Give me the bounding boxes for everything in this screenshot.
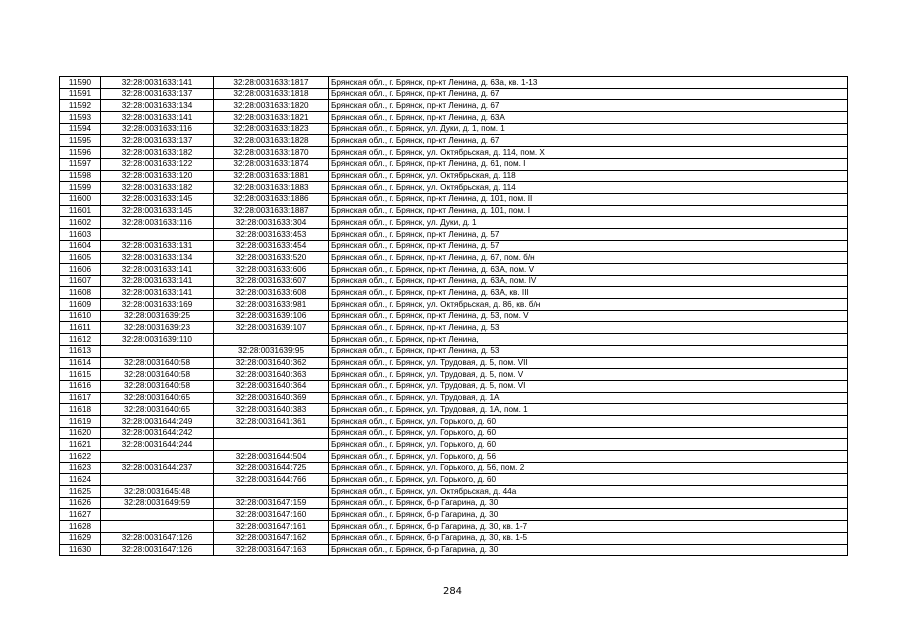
table-row [60,264,848,276]
table-row [60,509,848,521]
object-cadastral-number-cell: 32:28:0031641:361 [214,415,329,427]
row-number-cell: 11609 [60,299,101,311]
table-row [60,392,848,404]
parcel-cadastral-number-cell: 32:28:0031633:141 [101,264,214,276]
table-row [60,228,848,240]
address-cell: Брянская обл., г. Брянск, пр-кт Ленина, д. 67 [329,100,848,112]
table-row [60,217,848,229]
parcel-cadastral-number-cell: 32:28:0031633:141 [101,112,214,124]
parcel-cadastral-number-cell: 32:28:0031633:137 [101,88,214,100]
object-cadastral-number-cell: 32:28:0031644:766 [214,474,329,486]
address-cell: Брянская обл., г. Брянск, ул. Трудовая, д. 5, пом. VI [329,380,848,392]
parcel-cadastral-number-cell: 32:28:0031640:58 [101,369,214,381]
row-number-cell: 11613 [60,345,101,357]
address-cell: Брянская обл., г. Брянск, ул. Трудовая, д. 5, пом. V [329,369,848,381]
table-row [60,521,848,533]
page-number: 284 [442,586,463,597]
address-cell: Брянская обл., г. Брянск, ул. Октябрьская, д. 44а [329,486,848,498]
address-cell: Брянская обл., г. Брянск, пр-кт Ленина, д. 63а, кв. 1-13 [329,77,848,89]
object-cadastral-number-cell [214,486,329,498]
table-row [60,287,848,299]
table-body [60,77,848,556]
address-cell: Брянская обл., г. Брянск, пр-кт Ленина, д. 57 [329,240,848,252]
parcel-cadastral-number-cell: 32:28:0031645:48 [101,486,214,498]
address-cell: Брянская обл., г. Брянск, ул. Октябрьская, д. 86, кв. б/н [329,299,848,311]
table-row [60,451,848,463]
address-cell: Брянская обл., г. Брянск, ул. Горького, д. 60 [329,427,848,439]
table-row [60,193,848,205]
row-number-cell: 11612 [60,334,101,346]
parcel-cadastral-number-cell: 32:28:0031633:137 [101,135,214,147]
row-number-cell: 11610 [60,310,101,322]
row-number-cell: 11614 [60,357,101,369]
table-row [60,100,848,112]
parcel-cadastral-number-cell: 32:28:0031633:134 [101,100,214,112]
object-cadastral-number-cell: 32:28:0031647:159 [214,497,329,509]
table-row [60,158,848,170]
row-number-cell: 11625 [60,486,101,498]
row-number-cell: 11596 [60,147,101,159]
table-row [60,544,848,556]
address-cell: Брянская обл., г. Брянск, пр-кт Ленина, д. 67 [329,88,848,100]
row-number-cell: 11616 [60,380,101,392]
row-number-cell: 11624 [60,474,101,486]
row-number-cell: 11621 [60,439,101,451]
object-cadastral-number-cell: 32:28:0031640:362 [214,357,329,369]
address-cell: Брянская обл., г. Брянск, пр-кт Ленина, д. 53 [329,345,848,357]
row-number-cell: 11602 [60,217,101,229]
row-number-cell: 11604 [60,240,101,252]
address-cell: Брянская обл., г. Брянск, ул. Горького, д. 56, пом. 2 [329,462,848,474]
object-cadastral-number-cell: 32:28:0031640:383 [214,404,329,416]
object-cadastral-number-cell: 32:28:0031633:1881 [214,170,329,182]
row-number-cell: 11603 [60,228,101,240]
table-row [60,240,848,252]
address-cell: Брянская обл., г. Брянск, ул. Октябрьская, д. 118 [329,170,848,182]
row-number-cell: 11617 [60,392,101,404]
row-number-cell: 11605 [60,252,101,264]
parcel-cadastral-number-cell: 32:28:0031633:145 [101,193,214,205]
parcel-cadastral-number-cell: 32:28:0031633:182 [101,147,214,159]
parcel-cadastral-number-cell: 32:28:0031639:110 [101,334,214,346]
object-cadastral-number-cell: 32:28:0031647:161 [214,521,329,533]
table-row [60,112,848,124]
address-cell: Брянская обл., г. Брянск, пр-кт Ленина, д. 63А, кв. III [329,287,848,299]
address-cell: Брянская обл., г. Брянск, пр-кт Ленина, д. 61, пом. I [329,158,848,170]
parcel-cadastral-number-cell: 32:28:0031639:25 [101,310,214,322]
object-cadastral-number-cell: 32:28:0031633:607 [214,275,329,287]
parcel-cadastral-number-cell: 32:28:0031633:141 [101,77,214,89]
parcel-cadastral-number-cell: 32:28:0031633:116 [101,123,214,135]
table-row [60,88,848,100]
cadastral-registry-table [59,76,848,556]
parcel-cadastral-number-cell: 32:28:0031633:141 [101,287,214,299]
address-cell: Брянская обл., г. Брянск, пр-кт Ленина, д. 53 [329,322,848,334]
row-number-cell: 11626 [60,497,101,509]
parcel-cadastral-number-cell: 32:28:0031640:65 [101,404,214,416]
table-row [60,415,848,427]
object-cadastral-number-cell: 32:28:0031633:1886 [214,193,329,205]
address-cell: Брянская обл., г. Брянск, б-р Гагарина, д. 30 [329,544,848,556]
address-cell: Брянская обл., г. Брянск, б-р Гагарина, д. 30, кв. 1-5 [329,532,848,544]
parcel-cadastral-number-cell: 32:28:0031633:141 [101,275,214,287]
table-row [60,404,848,416]
address-cell: Брянская обл., г. Брянск, ул. Трудовая, д. 1А, пом. 1 [329,404,848,416]
parcel-cadastral-number-cell: 32:28:0031644:244 [101,439,214,451]
table-row [60,77,848,89]
parcel-cadastral-number-cell: 32:28:0031633:169 [101,299,214,311]
object-cadastral-number-cell: 32:28:0031633:304 [214,217,329,229]
parcel-cadastral-number-cell: 32:28:0031633:116 [101,217,214,229]
address-cell: Брянская обл., г. Брянск, пр-кт Ленина, д. 67 [329,135,848,147]
object-cadastral-number-cell: 32:28:0031633:608 [214,287,329,299]
table-row [60,380,848,392]
object-cadastral-number-cell: 32:28:0031633:1817 [214,77,329,89]
row-number-cell: 11595 [60,135,101,147]
row-number-cell: 11592 [60,100,101,112]
object-cadastral-number-cell [214,334,329,346]
parcel-cadastral-number-cell [101,451,214,463]
parcel-cadastral-number-cell: 32:28:0031640:58 [101,357,214,369]
object-cadastral-number-cell: 32:28:0031633:1874 [214,158,329,170]
address-cell: Брянская обл., г. Брянск, ул. Дуки, д. 1, пом. 1 [329,123,848,135]
address-cell: Брянская обл., г. Брянск, ул. Октябрьская, д. 114 [329,182,848,194]
object-cadastral-number-cell: 32:28:0031639:95 [214,345,329,357]
address-cell: Брянская обл., г. Брянск, пр-кт Ленина, д. 63А [329,112,848,124]
table-row [60,252,848,264]
table-row [60,205,848,217]
object-cadastral-number-cell: 32:28:0031633:1823 [214,123,329,135]
parcel-cadastral-number-cell: 32:28:0031633:182 [101,182,214,194]
row-number-cell: 11590 [60,77,101,89]
object-cadastral-number-cell: 32:28:0031633:981 [214,299,329,311]
address-cell: Брянская обл., г. Брянск, ул. Дуки, д. 1 [329,217,848,229]
address-cell: Брянская обл., г. Брянск, ул. Трудовая, д. 1А [329,392,848,404]
row-number-cell: 11600 [60,193,101,205]
address-cell: Брянская обл., г. Брянск, пр-кт Ленина, д. 63А, пом. V [329,264,848,276]
table-row [60,299,848,311]
table-row [60,427,848,439]
parcel-cadastral-number-cell: 32:28:0031644:237 [101,462,214,474]
object-cadastral-number-cell: 32:28:0031633:1870 [214,147,329,159]
row-number-cell: 11630 [60,544,101,556]
table-row [60,334,848,346]
address-cell: Брянская обл., г. Брянск, пр-кт Ленина, д. 101, пом. II [329,193,848,205]
row-number-cell: 11608 [60,287,101,299]
object-cadastral-number-cell: 32:28:0031633:454 [214,240,329,252]
parcel-cadastral-number-cell [101,345,214,357]
parcel-cadastral-number-cell: 32:28:0031633:122 [101,158,214,170]
table-row [60,310,848,322]
object-cadastral-number-cell: 32:28:0031633:606 [214,264,329,276]
address-cell: Брянская обл., г. Брянск, ул. Горького, д. 60 [329,474,848,486]
object-cadastral-number-cell: 32:28:0031633:1828 [214,135,329,147]
parcel-cadastral-number-cell [101,509,214,521]
parcel-cadastral-number-cell: 32:28:0031639:23 [101,322,214,334]
address-cell: Брянская обл., г. Брянск, б-р Гагарина, д. 30 [329,497,848,509]
row-number-cell: 11597 [60,158,101,170]
address-cell: Брянская обл., г. Брянск, ул. Горького, д. 56 [329,451,848,463]
parcel-cadastral-number-cell [101,474,214,486]
row-number-cell: 11598 [60,170,101,182]
object-cadastral-number-cell: 32:28:0031639:107 [214,322,329,334]
table-row [60,462,848,474]
table-row [60,497,848,509]
address-cell: Брянская обл., г. Брянск, пр-кт Ленина, д. 101, пом. I [329,205,848,217]
object-cadastral-number-cell: 32:28:0031633:453 [214,228,329,240]
row-number-cell: 11591 [60,88,101,100]
parcel-cadastral-number-cell: 32:28:0031649:59 [101,497,214,509]
object-cadastral-number-cell: 32:28:0031633:1883 [214,182,329,194]
row-number-cell: 11606 [60,264,101,276]
parcel-cadastral-number-cell: 32:28:0031647:126 [101,544,214,556]
object-cadastral-number-cell: 32:28:0031640:364 [214,380,329,392]
row-number-cell: 11601 [60,205,101,217]
table-row [60,182,848,194]
object-cadastral-number-cell: 32:28:0031647:160 [214,509,329,521]
table-row [60,532,848,544]
row-number-cell: 11619 [60,415,101,427]
parcel-cadastral-number-cell: 32:28:0031644:242 [101,427,214,439]
parcel-cadastral-number-cell: 32:28:0031633:145 [101,205,214,217]
parcel-cadastral-number-cell: 32:28:0031644:249 [101,415,214,427]
object-cadastral-number-cell [214,439,329,451]
parcel-cadastral-number-cell [101,228,214,240]
table-row [60,135,848,147]
address-cell: Брянская обл., г. Брянск, пр-кт Ленина, д. 67, пом. б/н [329,252,848,264]
table-row [60,486,848,498]
address-cell: Брянская обл., г. Брянск, пр-кт Ленина, д. 53, пом. V [329,310,848,322]
object-cadastral-number-cell: 32:28:0031633:1820 [214,100,329,112]
address-cell: Брянская обл., г. Брянск, б-р Гагарина, д. 30, кв. 1-7 [329,521,848,533]
table-row [60,369,848,381]
address-cell: Брянская обл., г. Брянск, ул. Трудовая, д. 5, пом. VII [329,357,848,369]
object-cadastral-number-cell: 32:28:0031644:504 [214,451,329,463]
address-cell: Брянская обл., г. Брянск, пр-кт Ленина, [329,334,848,346]
table-row [60,439,848,451]
address-cell: Брянская обл., г. Брянск, ул. Горького, д. 60 [329,415,848,427]
row-number-cell: 11622 [60,451,101,463]
address-cell: Брянская обл., г. Брянск, ул. Горького, д. 60 [329,439,848,451]
object-cadastral-number-cell: 32:28:0031644:725 [214,462,329,474]
row-number-cell: 11618 [60,404,101,416]
row-number-cell: 11599 [60,182,101,194]
row-number-cell: 11607 [60,275,101,287]
parcel-cadastral-number-cell: 32:28:0031647:126 [101,532,214,544]
object-cadastral-number-cell: 32:28:0031633:520 [214,252,329,264]
parcel-cadastral-number-cell: 32:28:0031633:120 [101,170,214,182]
row-number-cell: 11615 [60,369,101,381]
parcel-cadastral-number-cell: 32:28:0031640:65 [101,392,214,404]
object-cadastral-number-cell: 32:28:0031639:106 [214,310,329,322]
table-row [60,123,848,135]
row-number-cell: 11594 [60,123,101,135]
row-number-cell: 11620 [60,427,101,439]
object-cadastral-number-cell: 32:28:0031640:363 [214,369,329,381]
table-row [60,357,848,369]
table-row [60,474,848,486]
object-cadastral-number-cell: 32:28:0031647:163 [214,544,329,556]
parcel-cadastral-number-cell [101,521,214,533]
table-row [60,345,848,357]
row-number-cell: 11593 [60,112,101,124]
row-number-cell: 11628 [60,521,101,533]
row-number-cell: 11627 [60,509,101,521]
object-cadastral-number-cell [214,427,329,439]
address-cell: Брянская обл., г. Брянск, пр-кт Ленина, д. 63А, пом. IV [329,275,848,287]
row-number-cell: 11629 [60,532,101,544]
parcel-cadastral-number-cell: 32:28:0031640:58 [101,380,214,392]
address-cell: Брянская обл., г. Брянск, ул. Октябрьская, д. 114, пом. X [329,147,848,159]
table-row [60,147,848,159]
address-cell: Брянская обл., г. Брянск, б-р Гагарина, д. 30 [329,509,848,521]
object-cadastral-number-cell: 32:28:0031640:369 [214,392,329,404]
row-number-cell: 11623 [60,462,101,474]
object-cadastral-number-cell: 32:28:0031633:1887 [214,205,329,217]
table-row [60,170,848,182]
parcel-cadastral-number-cell: 32:28:0031633:134 [101,252,214,264]
object-cadastral-number-cell: 32:28:0031647:162 [214,532,329,544]
table-row [60,275,848,287]
parcel-cadastral-number-cell: 32:28:0031633:131 [101,240,214,252]
object-cadastral-number-cell: 32:28:0031633:1821 [214,112,329,124]
table-row [60,322,848,334]
address-cell: Брянская обл., г. Брянск, пр-кт Ленина, д. 57 [329,228,848,240]
object-cadastral-number-cell: 32:28:0031633:1818 [214,88,329,100]
row-number-cell: 11611 [60,322,101,334]
